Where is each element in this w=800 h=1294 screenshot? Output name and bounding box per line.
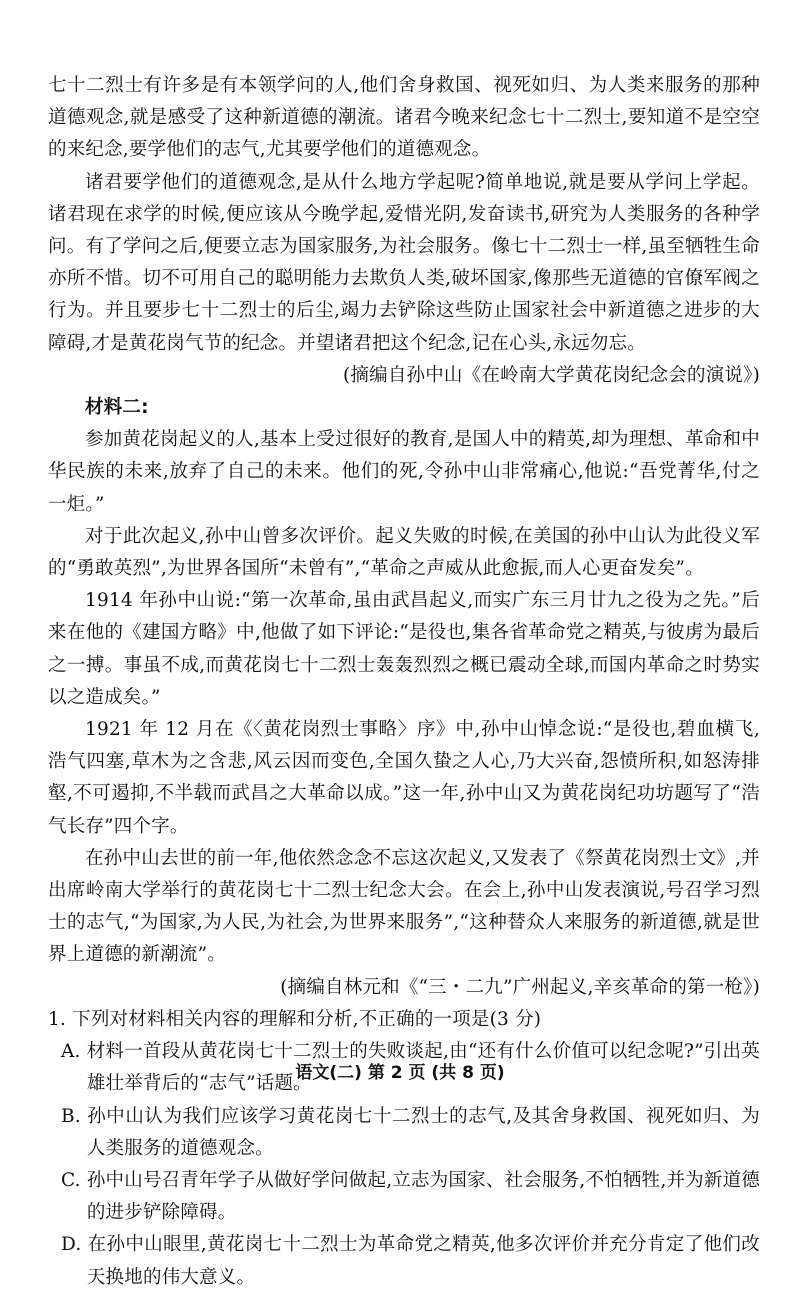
question-1-option-a: A. 材料一首段从黄花岗七十二烈士的失败谈起,由“还有什么价值可以纪念呢?”引出英雄壮举背后的“志气”话题。 bbox=[60, 1041, 760, 1095]
material2-paragraph-1: 参加黄花岗起义的人,基本上受过很好的教育,是国人中的精英,却为理想、革命和中华民族的未来,放弃了自己的未来。他们的死,令孙中山非常痛心,他说:“吾党菁华,付之一炬。” bbox=[48, 429, 760, 515]
material2-paragraph-4: 1921 年 12 月在《〈黄花岗烈士事略〉序》中,孙中山悼念说:“是役也,碧血横飞,浩气四塞,草木为之含悲,风云因而变色,全国久蛰之人心,乃大兴奋,怨愤所积,如怒涛排壑,不可遏抑,不半载而武昌之大革命以成。”这一年,孙中山又为黄花岗纪功坊题写了“浩气长存”四个字。 bbox=[48, 719, 760, 837]
material1-paragraph-1: 七十二烈士有许多是有本领学问的人,他们舍身救国、视死如归、为人类来服务的那种道德观念,就是感受了这种新道德的潮流。诸君今晚来纪念七十二烈士,要知道不是空空的来纪念,要学他们的志气,尤其要学他们的道德观念。 bbox=[48, 75, 760, 161]
material1-source: (摘编自孙中山《在岭南大学黄花岗纪念会的演说》) bbox=[343, 364, 760, 386]
page-body bbox=[48, 70, 760, 1294]
question-1-stem: 1. 下列对材料相关内容的理解和分析,不正确的一项是(3 分) bbox=[48, 1008, 542, 1030]
material2-heading: 材料二: bbox=[85, 397, 149, 419]
material2-paragraph-3: 1914 年孙中山说:“第一次革命,虽由武昌起义,而实广东三月廿九之役为之先。”后来在他的《建国方略》中,他做了如下评论:“是役也,集各省革命党之精英,与彼虏为最后之一搏。事虽不成,而黄花岗七十二烈士轰轰烈烈之概已震动全球,而国内革命之时势实以之造成矣。” bbox=[48, 590, 760, 708]
question-1-option-d: D. 在孙中山眼里,黄花岗七十二烈士为革命党之精英,他多次评价并充分肯定了他们改天换地的伟大意义。 bbox=[60, 1234, 760, 1288]
question-1-option-b: B. 孙中山认为我们应该学习黄花岗七十二烈士的志气,及其舍身救国、视死如归、为人类服务的道德观念。 bbox=[60, 1105, 760, 1159]
material1-paragraph-2: 诸君要学他们的道德观念,是从什么地方学起呢?简单地说,就是要从学问上学起。诸君现在求学的时候,便应该从今晚学起,爱惜光阴,发奋读书,研究为人类服务的各种学问。有了学问之后,便要立志为国家服务,为社会服务。像七十二烈士一样,虽至牺牲生命亦所不惜。切不可用自己的聪明能力去欺负人类,破坏国家,像那些无道德的官僚军阀之行为。并且要步七十二烈士的后尘,竭力去铲除这些防止国家社会中新道德之进步的大障碍,才是黄花岗气节的纪念。并望诸君把这个纪念,记在心头,永远勿忘。 bbox=[48, 171, 760, 354]
material2-paragraph-2: 对于此次起义,孙中山曾多次评价。起义失败的时候,在美国的孙中山认为此役义军的“勇敢英烈”,为世界各国所“未曾有”,“革命之声威从此愈振,而人心更奋发矣”。 bbox=[48, 525, 760, 580]
page-footer: 语文(二) 第 2 页 (共 8 页) bbox=[295, 1063, 505, 1083]
question-1-option-c: C. 孙中山号召青年学子从做好学问做起,立志为国家、社会服务,不怕牺牲,并为新道德的进步铲除障碍。 bbox=[60, 1169, 760, 1224]
material2-source: (摘编自林元和《“三・二九”广州起义,辛亥革命的第一枪》) bbox=[280, 976, 760, 998]
material2-paragraph-5: 在孙中山去世的前一年,他依然念念不忘这次起义,又发表了《祭黄花岗烈士文》,并出席岭南大学举行的黄花岗七十二烈士纪念大会。在会上,孙中山发表演说,号召学习烈士的志气,“为国家,为人民,为社会,为世界来服务”,“这种替众人来服务的新道德,就是世界上道德的新潮流”。 bbox=[48, 847, 760, 966]
